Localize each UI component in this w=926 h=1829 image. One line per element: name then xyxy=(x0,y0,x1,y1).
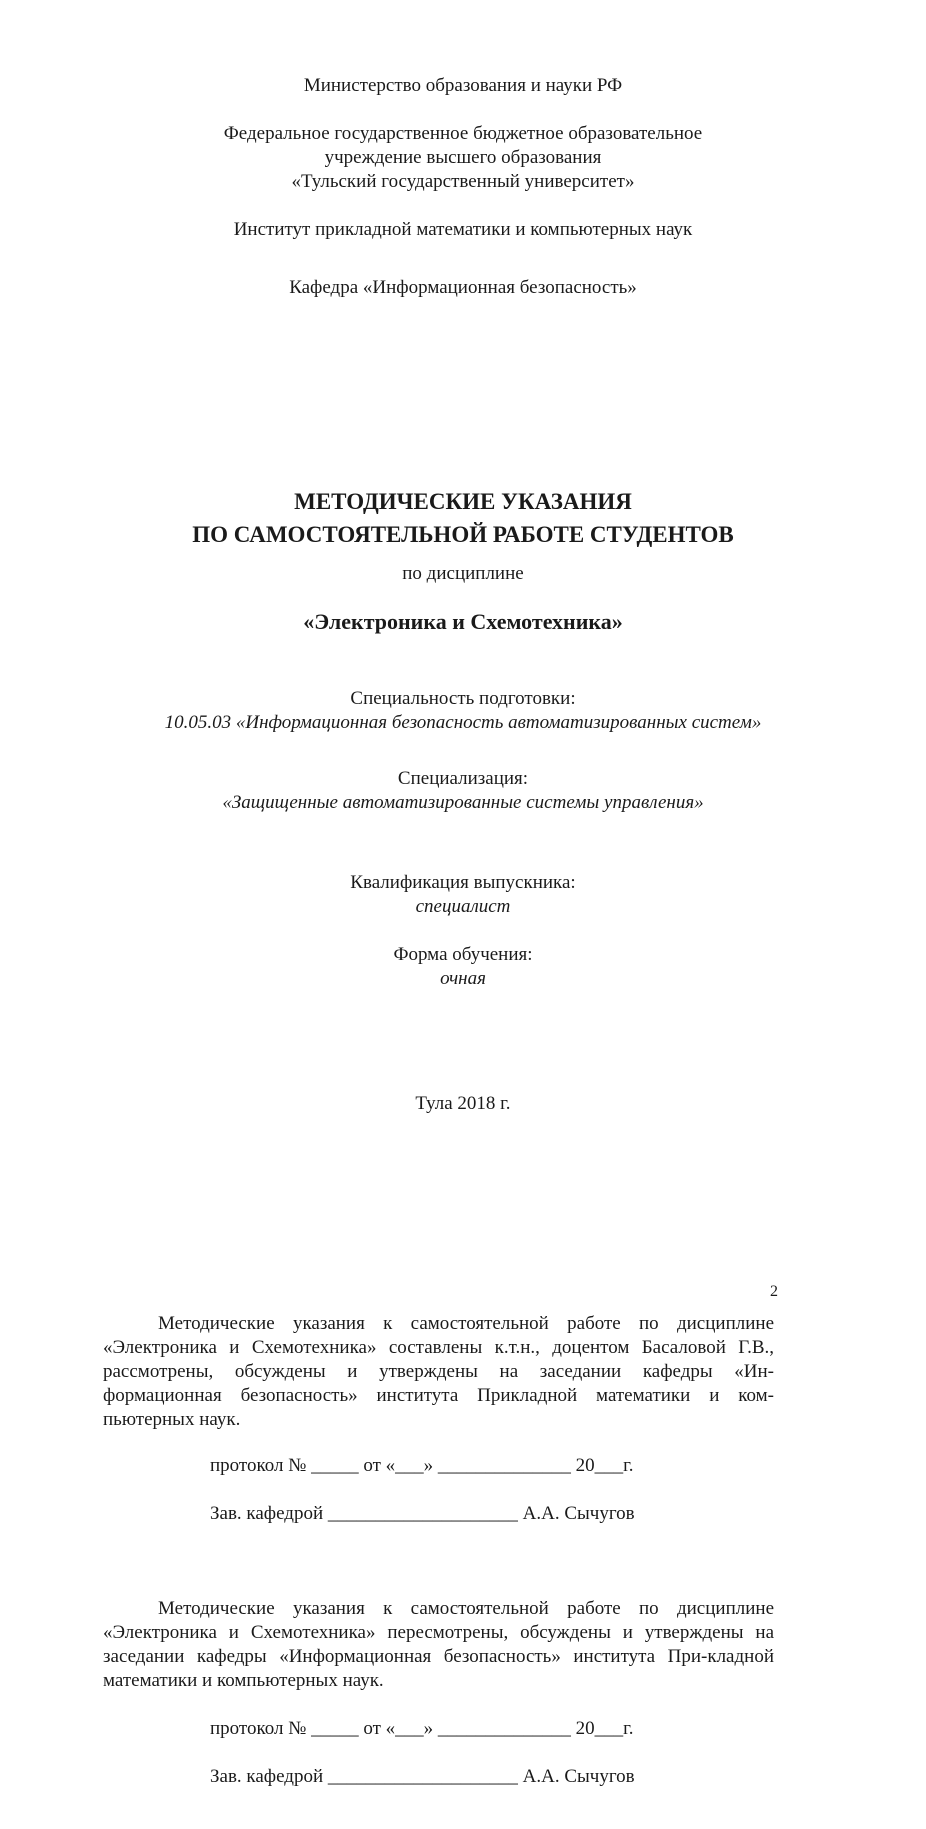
discipline-name: «Электроника и Схемотехника» xyxy=(303,609,623,634)
specialty-value: 10.05.03 «Информационная безопасность автоматизированных систем» xyxy=(164,712,762,733)
qualification-label: Квалификация выпускника: xyxy=(350,872,576,893)
document-title-line-2: ПО САМОСТОЯТЕЛЬНОЙ РАБОТЕ СТУДЕНТОВ xyxy=(192,522,734,547)
institution-line-3: «Тульский государственный университет» xyxy=(291,171,635,192)
qualification-value: специалист xyxy=(415,896,511,917)
study-form-value: очная xyxy=(440,968,486,989)
head-signature-line-1: Зав. кафедрой ____________________ А.А. Сычугов xyxy=(210,1503,635,1524)
specialization-label: Специализация: xyxy=(397,768,529,789)
document-title-line-1: МЕТОДИЧЕСКИЕ УКАЗАНИЯ xyxy=(294,489,632,514)
approval-paragraph-1: Методические указания к самостоятельной работе по дисциплине «Электроника и Схемотехника» составлены к.т.н., доцентом Басаловой Г.В., рассмотрены, обсуждены и утверждены на заседании кафедры «Ин-формационная безопасность» института Прикладной математики и ком-пьютерных наук. xyxy=(103,1313,774,1430)
institution-line-1: Федеральное государственное бюджетное образовательное xyxy=(223,123,703,144)
page-number: 2 xyxy=(770,1283,778,1300)
specialty-label: Специальность подготовки: xyxy=(350,688,576,709)
institute-heading: Институт прикладной математики и компьютерных наук xyxy=(233,219,693,240)
city-year: Тула 2018 г. xyxy=(415,1093,511,1114)
discipline-label: по дисциплине xyxy=(402,563,524,584)
ministry-heading: Министерство образования и науки РФ xyxy=(303,75,623,96)
department-heading: Кафедра «Информационная безопасность» xyxy=(289,277,637,298)
institution-line-2: учреждение высшего образования xyxy=(324,147,602,168)
protocol-line-1: протокол № _____ от «___» ______________ 20___г. xyxy=(210,1455,634,1476)
study-form-label: Форма обучения: xyxy=(393,944,533,965)
head-signature-line-2: Зав. кафедрой ____________________ А.А. Сычугов xyxy=(210,1766,635,1787)
protocol-line-2: протокол № _____ от «___» ______________ 20___г. xyxy=(210,1718,634,1739)
approval-paragraph-2: Методические указания к самостоятельной работе по дисциплине «Электроника и Схемотехника» пересмотрены, обсуждены и утверждены на заседании кафедры «Информационная безопасность» института При-кладной математики и компьютерных наук. xyxy=(103,1598,774,1691)
specialization-value: «Защищенные автоматизированные системы управления» xyxy=(222,792,704,813)
